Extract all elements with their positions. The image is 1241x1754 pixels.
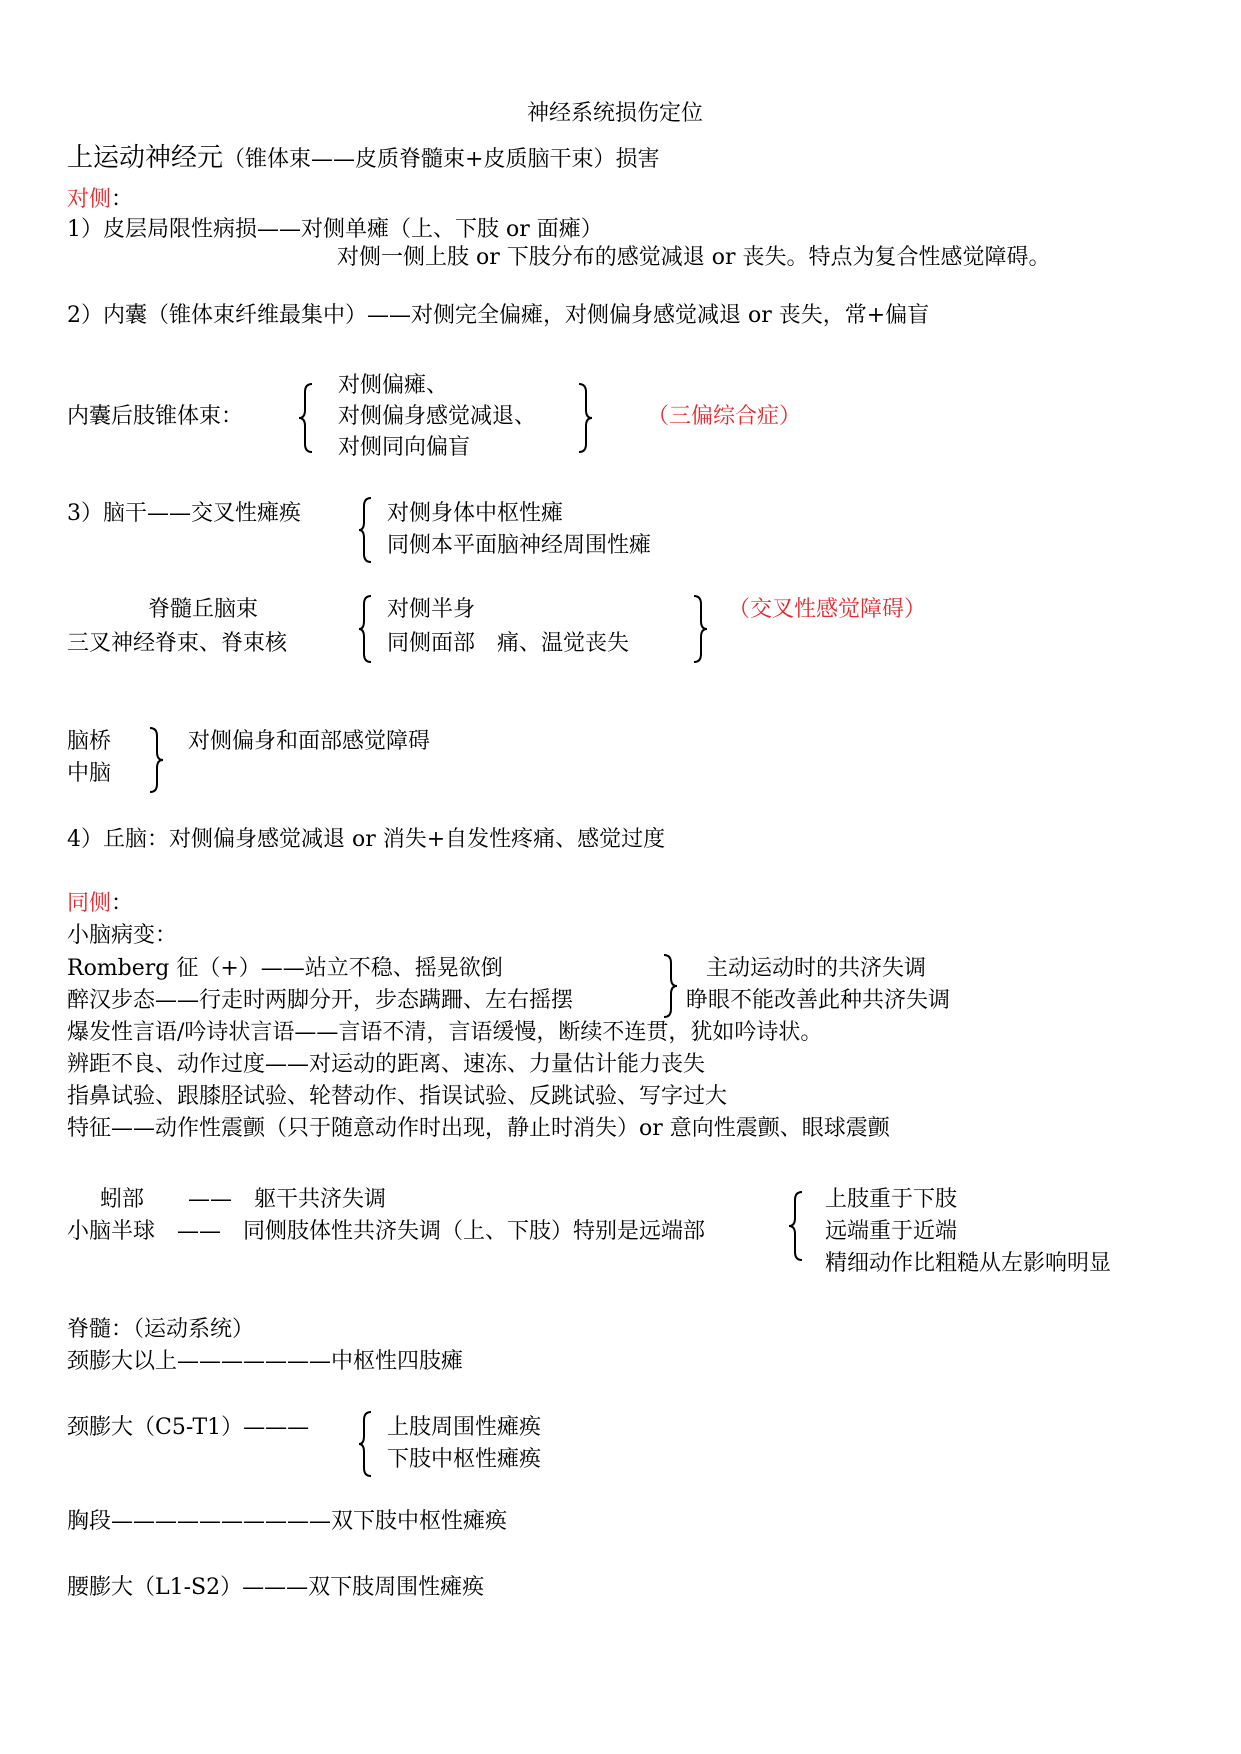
ic-item: 对侧同向偏盲 <box>338 435 471 460</box>
spinal-cervical-label: 颈膨大（C5-T1）——— <box>67 1415 310 1440</box>
spinal-lumbar: 腰膨大（L1-S2）———双下肢周围性瘫痪 <box>67 1575 485 1600</box>
cervical-item: 下肢中枢性瘫痪 <box>387 1447 542 1472</box>
contra-p1-line1: 1）皮层局限性病损——对侧单瘫（上、下肢 or 面瘫） <box>67 217 603 242</box>
sensory-item: 同侧面部 痛、温觉丧失 <box>387 631 630 656</box>
vermis-line: 蚓部 —— 躯干共济失调 <box>100 1187 387 1212</box>
ipsi-label <box>67 890 133 918</box>
sensory-left-brace <box>358 594 372 664</box>
sensory-left: 三叉神经脊束、脊束核 <box>67 631 288 656</box>
contra-p3-label: 3）脑干——交叉性瘫痪 <box>67 501 301 526</box>
hemisphere-item: 远端重于近端 <box>825 1219 958 1244</box>
sensory-left: 脊髓丘脑束 <box>148 597 259 622</box>
contra-p1-line2: 对侧一侧上肢 or 下肢分布的感觉减退 or 丧失。特点为复合性感觉障碍。 <box>337 245 1051 270</box>
hemisphere-item: 精细动作比粗糙从左影响明显 <box>825 1251 1112 1276</box>
ic-item: 对侧偏瘫、 <box>338 373 449 398</box>
page-title: 神经系统损伤定位 <box>527 101 704 126</box>
ic-left-brace <box>298 382 314 454</box>
ipsi-label-colon: ： <box>111 891 134 916</box>
umn-heading-rest: （锥体束——皮质脊髓束+皮质脑干束）损害 <box>223 147 660 172</box>
hemisphere-line: 小脑半球 —— 同侧肢体性共济失调（上、下肢）特别是远端部 <box>67 1219 706 1244</box>
romberg-result: 主动运动时的共济失调 <box>706 956 927 981</box>
brainstem-brace <box>358 496 372 564</box>
contra-label <box>67 186 133 214</box>
cerebellum-line: 特征——动作性震颤（只于随意动作时出现，静止时消失）or 意向性震颤、眼球震颤 <box>67 1116 890 1141</box>
hemisphere-brace <box>788 1190 804 1262</box>
hemisphere-item: 上肢重于下肢 <box>825 1187 958 1212</box>
section-heading-umn <box>67 142 659 174</box>
sensory-result: （交叉性感觉障碍） <box>728 597 927 622</box>
ic-result: （三偏综合症） <box>647 404 802 429</box>
sensory-right-brace <box>692 594 708 664</box>
cervical-brace <box>358 1410 372 1478</box>
cervical-item: 上肢周围性瘫痪 <box>387 1415 542 1440</box>
cerebellum-line: 爆发性言语/吟诗状言语——言语不清，言语缓慢，断续不连贯，犹如吟诗状。 <box>67 1020 823 1045</box>
pons-left: 中脑 <box>67 761 112 786</box>
romberg-brace <box>662 953 678 1019</box>
contra-p4: 4）丘脑：对侧偏身感觉减退 or 消失+自发性疼痛、感觉过度 <box>67 827 666 852</box>
contra-label-colon: ： <box>111 187 134 212</box>
cerebellum-line: 指鼻试验、跟膝胫试验、轮替动作、指误试验、反跳试验、写字过大 <box>67 1084 728 1109</box>
spinal-above-cervical: 颈膨大以上———————中枢性四肢瘫 <box>67 1349 464 1374</box>
cerebellum-title: 小脑病变： <box>67 923 178 948</box>
ic-right-brace <box>577 382 593 454</box>
pons-left: 脑桥 <box>67 729 112 754</box>
drunk-gait-line: 醉汉步态——行走时两脚分开，步态蹒跚、左右摇摆 <box>67 988 574 1013</box>
umn-heading: 上运动神经元 <box>67 143 224 173</box>
romberg-result: 睁眼不能改善此种共济失调 <box>686 988 951 1013</box>
ic-label: 内囊后肢锥体束： <box>67 404 244 429</box>
brainstem-item: 同侧本平面脑神经周围性瘫 <box>387 533 652 558</box>
contra-label-text: 对侧 <box>67 187 112 212</box>
romberg-line: Romberg 征（+）——站立不稳、摇晃欲倒 <box>67 956 503 981</box>
brainstem-item: 对侧身体中枢性瘫 <box>387 501 564 526</box>
sensory-item: 对侧半身 <box>387 597 476 622</box>
spinal-thoracic: 胸段——————————双下肢中枢性瘫痪 <box>67 1509 508 1534</box>
ic-item: 对侧偏身感觉减退、 <box>338 404 537 429</box>
pons-result: 对侧偏身和面部感觉障碍 <box>188 729 431 754</box>
cerebellum-line: 辨距不良、动作过度——对运动的距离、速冻、力量估计能力丧失 <box>67 1052 706 1077</box>
contra-p2: 2）内囊（锥体束纤维最集中）——对侧完全偏瘫，对侧偏身感觉减退 or 丧失，常+偏盲 <box>67 303 930 328</box>
ipsi-label-text: 同侧 <box>67 891 112 916</box>
spinal-title: 脊髓：（运动系统） <box>67 1317 255 1342</box>
pons-brace <box>148 726 164 794</box>
